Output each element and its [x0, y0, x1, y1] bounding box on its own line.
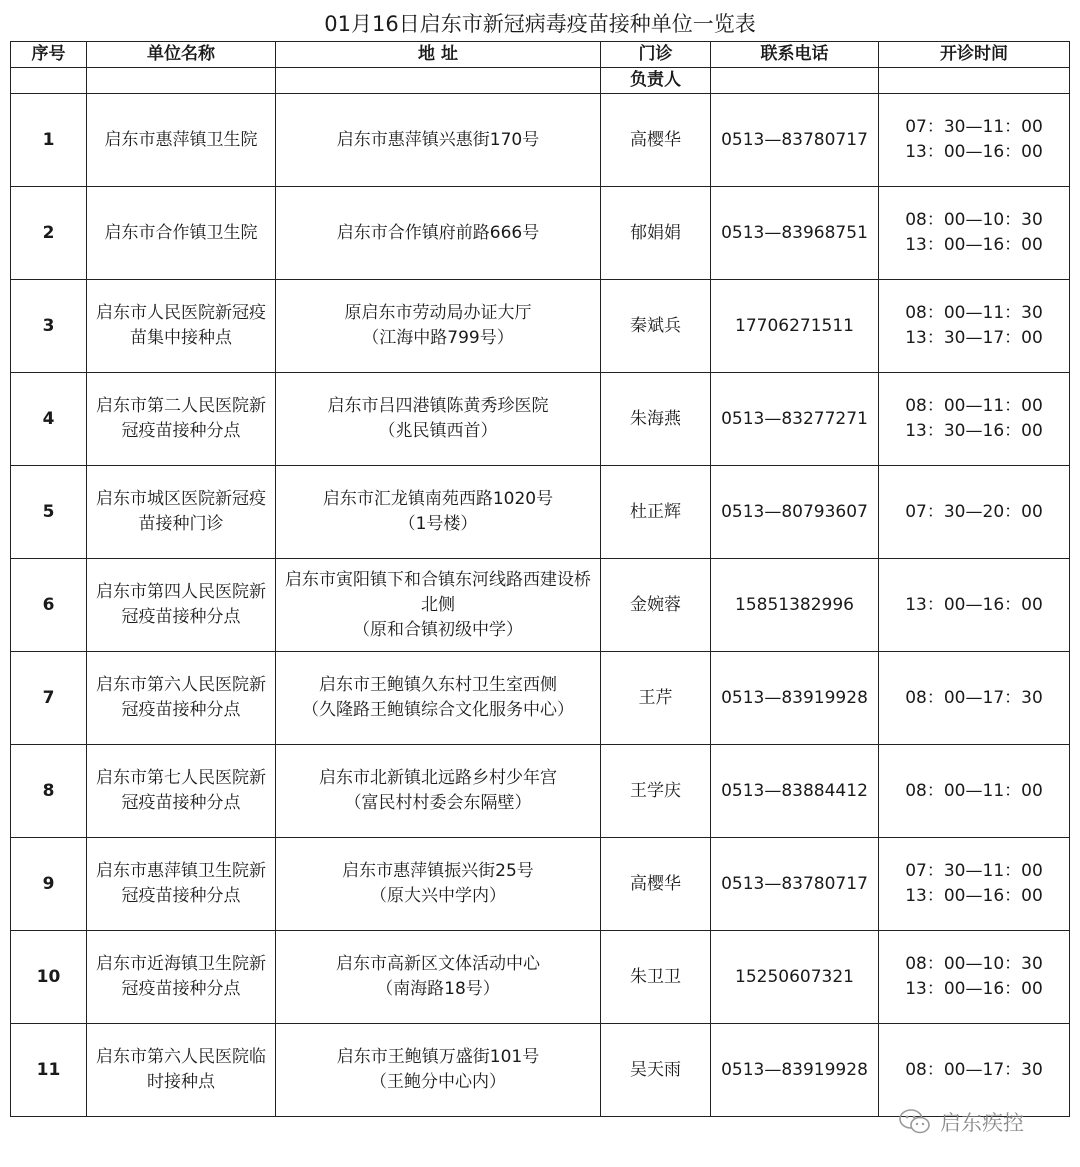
unit-line: 启东市人民医院新冠疫 [96, 303, 266, 323]
person-in-charge: 朱卫卫 [601, 931, 711, 1024]
opening-hours [879, 373, 1070, 466]
phone-number: 0513—83277271 [711, 373, 879, 466]
address [276, 745, 601, 838]
unit-name [87, 745, 276, 838]
address-line: 启东市高新区文体活动中心 [336, 954, 540, 974]
address-line: （江海中路799号） [362, 328, 514, 348]
unit-name [87, 652, 276, 745]
address-line: 原启东市劳动局办证大厅 [344, 303, 532, 323]
table-row [11, 559, 1070, 652]
table-row [11, 466, 1070, 559]
table-row [11, 187, 1070, 280]
hours-line: 13：30—16：00 [905, 421, 1043, 441]
unit-line: 启东市第四人民医院新 [96, 582, 266, 602]
address [276, 931, 601, 1024]
unit-line: 冠疫苗接种分点 [121, 700, 241, 720]
unit-name [87, 838, 276, 931]
hours-line: 08：00—10：30 [905, 210, 1043, 230]
unit-line: 冠疫苗接种分点 [121, 793, 241, 813]
hours-line: 07：30—20：00 [905, 501, 1043, 522]
unit-line: 启东市第二人民医院新 [96, 396, 266, 416]
watermark-text: 启东疾控 [940, 1111, 1024, 1135]
header-clinic: 门诊 [601, 42, 711, 68]
hours-line: 08：00—11：00 [905, 396, 1043, 416]
table-row [11, 652, 1070, 745]
row-number: 5 [11, 466, 87, 559]
unit-line: 启东市近海镇卫生院新 [96, 954, 266, 974]
phone-number: 0513—83919928 [711, 1024, 879, 1117]
table-row [11, 94, 1070, 187]
person-in-charge: 金婉蓉 [601, 559, 711, 652]
address-line: （王鲍分中心内） [370, 1072, 506, 1092]
opening-hours [879, 94, 1070, 187]
unit-line: 启东市惠萍镇卫生院新 [96, 861, 266, 881]
address-line: 北侧 [421, 594, 455, 615]
address-line: 启东市合作镇府前路666号 [336, 222, 540, 243]
opening-hours [879, 280, 1070, 373]
address-line: 启东市吕四港镇陈黄秀珍医院 [327, 396, 549, 416]
opening-hours [879, 187, 1070, 280]
hours-line: 13：00—16：00 [905, 979, 1043, 999]
hours-line: 08：00—11：30 [905, 303, 1043, 323]
person-in-charge: 吴天雨 [601, 1024, 711, 1117]
unit-line: 启东市第六人民医院新 [96, 675, 266, 695]
phone-number: 0513—83968751 [711, 187, 879, 280]
unit-line: 冠疫苗接种分点 [121, 421, 241, 441]
address [276, 280, 601, 373]
address-line: （原大兴中学内） [370, 886, 506, 906]
phone-number: 0513—80793607 [711, 466, 879, 559]
address-line: （原和合镇初级中学） [353, 619, 523, 640]
person-in-charge: 秦斌兵 [601, 280, 711, 373]
unit-name [87, 373, 276, 466]
person-in-charge: 杜正辉 [601, 466, 711, 559]
row-number: 3 [11, 280, 87, 373]
row-number: 2 [11, 187, 87, 280]
vaccination-table [10, 41, 1070, 1117]
header-phone: 联系电话 [711, 42, 879, 68]
header-address: 地 址 [276, 42, 601, 68]
opening-hours [879, 652, 1070, 745]
unit-line: 启东市第七人民医院新 [96, 768, 266, 788]
watermark [898, 1105, 1058, 1139]
page-title: 01月16日启东市新冠病毒疫苗接种单位一览表 [324, 12, 756, 36]
unit-line: 时接种点 [147, 1072, 215, 1092]
hours-line: 08：00—11：00 [905, 780, 1043, 801]
address [276, 559, 601, 652]
address-line: 启东市惠萍镇振兴街25号 [342, 861, 534, 881]
address-line: 启东市王鲍镇万盛街101号 [336, 1047, 540, 1067]
opening-hours [879, 559, 1070, 652]
opening-hours [879, 838, 1070, 931]
hours-line: 07：30—11：00 [905, 117, 1043, 137]
opening-hours [879, 466, 1070, 559]
address [276, 187, 601, 280]
phone-number: 0513—83780717 [711, 838, 879, 931]
person-in-charge: 郁娟娟 [601, 187, 711, 280]
person-in-charge: 朱海燕 [601, 373, 711, 466]
wechat-icon [898, 1108, 932, 1136]
unit-line: 冠疫苗接种分点 [121, 979, 241, 999]
person-in-charge: 高樱华 [601, 838, 711, 931]
header-no: 序号 [11, 42, 87, 68]
phone-number: 0513—83884412 [711, 745, 879, 838]
address-line: 启东市惠萍镇兴惠街170号 [336, 129, 540, 150]
address-line: （1号楼） [398, 514, 478, 534]
table-row [11, 280, 1070, 373]
unit-name [87, 1024, 276, 1117]
hours-line: 13：00—16：00 [905, 594, 1043, 615]
hours-line: 07：30—11：00 [905, 861, 1043, 881]
unit-name [87, 559, 276, 652]
address [276, 94, 601, 187]
address [276, 652, 601, 745]
row-number: 9 [11, 838, 87, 931]
phone-number: 15851382996 [711, 559, 879, 652]
table-row [11, 1024, 1070, 1117]
unit-name [87, 187, 276, 280]
table-row [11, 931, 1070, 1024]
header-hours: 开诊时间 [879, 42, 1070, 68]
unit-line: 苗集中接种点 [130, 328, 232, 348]
row-number: 6 [11, 559, 87, 652]
header-person: 负责人 [601, 68, 711, 94]
address-line: （富民村村委会东隔壁） [344, 793, 532, 813]
unit-line: 冠疫苗接种分点 [121, 607, 241, 627]
phone-number: 17706271511 [711, 280, 879, 373]
address [276, 373, 601, 466]
hours-line: 13：00—16：00 [905, 142, 1043, 162]
header-row [11, 42, 1070, 68]
opening-hours [879, 745, 1070, 838]
row-number: 4 [11, 373, 87, 466]
table-row [11, 838, 1070, 931]
address-line: 启东市寅阳镇下和合镇东河线路西建设桥 [285, 569, 591, 590]
opening-hours [879, 1024, 1070, 1117]
row-number: 7 [11, 652, 87, 745]
person-in-charge: 王学庆 [601, 745, 711, 838]
unit-name [87, 94, 276, 187]
unit-line: 启东市合作镇卫生院 [104, 222, 258, 243]
row-number: 10 [11, 931, 87, 1024]
unit-line: 启东市第六人民医院临 [96, 1047, 266, 1067]
hours-line: 08：00—17：30 [905, 1059, 1043, 1080]
unit-name [87, 931, 276, 1024]
table-row [11, 745, 1070, 838]
phone-number: 0513—83919928 [711, 652, 879, 745]
unit-line: 冠疫苗接种分点 [121, 886, 241, 906]
unit-line: 苗接种门诊 [138, 514, 224, 534]
address-line: （兆民镇西首） [378, 421, 498, 441]
header-unit: 单位名称 [87, 42, 276, 68]
row-number: 11 [11, 1024, 87, 1117]
table-row [11, 373, 1070, 466]
hours-line: 08：00—17：30 [905, 687, 1043, 708]
address-line: （南海路18号） [376, 979, 500, 999]
row-number: 1 [11, 94, 87, 187]
hours-line: 13：30—17：00 [905, 328, 1043, 348]
hours-line: 08：00—10：30 [905, 954, 1043, 974]
address-line: 启东市北新镇北远路乡村少年宫 [319, 768, 557, 788]
hours-line: 13：00—16：00 [905, 886, 1043, 906]
row-number: 8 [11, 745, 87, 838]
person-in-charge: 高樱华 [601, 94, 711, 187]
address [276, 838, 601, 931]
person-in-charge: 王芹 [601, 652, 711, 745]
address [276, 466, 601, 559]
header-row-2 [11, 68, 1070, 94]
address-line: 启东市王鲍镇久东村卫生室西侧 [319, 675, 557, 695]
phone-number: 15250607321 [711, 931, 879, 1024]
hours-line: 13：00—16：00 [905, 235, 1043, 255]
unit-line: 启东市城区医院新冠疫 [96, 489, 266, 509]
address-line: （久隆路王鲍镇综合文化服务中心） [302, 700, 574, 720]
phone-number: 0513—83780717 [711, 94, 879, 187]
unit-name [87, 466, 276, 559]
unit-line: 启东市惠萍镇卫生院 [104, 129, 258, 150]
address-line: 启东市汇龙镇南苑西路1020号 [322, 489, 554, 509]
address [276, 1024, 601, 1117]
unit-name [87, 280, 276, 373]
opening-hours [879, 931, 1070, 1024]
